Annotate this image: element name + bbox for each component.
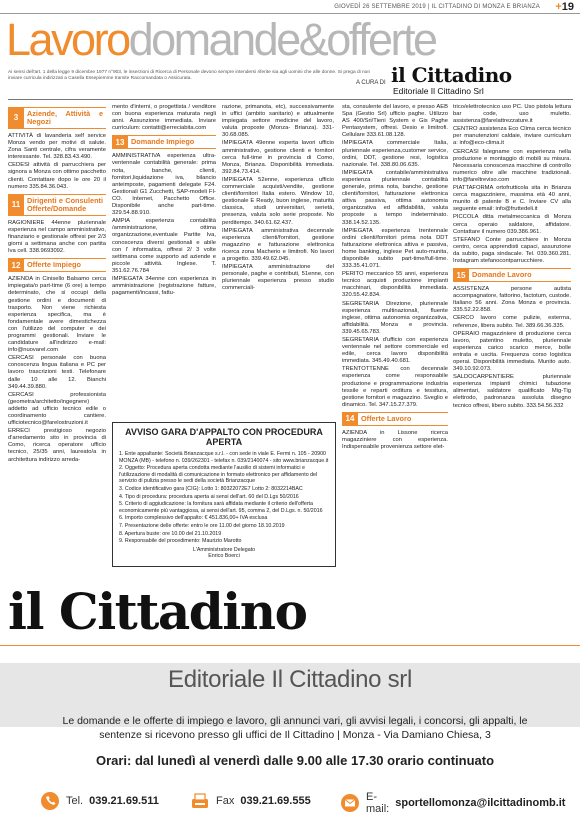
classified-ad: AZIENDA in Cinisello Balsamo cerca impiegata/o part-time (6 ore) a tempo determinato, che si occupi della gestione ordini e documenti di trasporto. Non viene richiesta esperienza specifica, ma è fondamentale avere dimestichezza con l'utilizzo del computer e dei programmi gestionali. Inviare le candidature all'indirizzo e-mail: info@nuovarel.com bbox=[8, 276, 106, 354]
tender-line: 7. Presentazione delle offerte: entro le ore 11.00 del giorno 18.10.2019 bbox=[119, 522, 285, 529]
fax-number[interactable]: 039.21.69.555 bbox=[240, 795, 311, 807]
category-number: 15 bbox=[453, 269, 469, 281]
section-masthead bbox=[6, 16, 436, 64]
classified-ad: IMPIEGATA 34enne con esperienza in amministrazione (registrazione fatture, pagamenti/incassi, fattu- bbox=[112, 275, 216, 297]
email-label: E-mail: bbox=[366, 791, 390, 815]
fax-contact bbox=[190, 791, 311, 811]
classified-ad: AMPIA esperienza contabilità /amministrazione, ottima organizzazione,eventuale Partite Iva, conoscenza diversi gestionali e abile con l' informatica, offresi 2/ 3 volte settimana come supporto ad aziende e piccole attività. Inglese. T. 351.62.76.784 bbox=[112, 218, 216, 274]
category-header bbox=[8, 107, 106, 129]
classified-ad: CENTRO assistenza Eco Clima cerca tecnico per manutenzioni caldaie, inviare curriculum a: info@eco-clima.it bbox=[453, 126, 571, 147]
category-label: Offerte Lavoro bbox=[361, 413, 412, 423]
category-header bbox=[8, 258, 106, 272]
classified-ad: OPERAIO magazziniere di produzione cerca lavoro, patentino muletto, pluriennale esperienza carico scarico merce, bolle entrata e uscita. Frequenza corso logistica operai. Disponibilità immediata. Munito auto. 349.10.92.073. bbox=[453, 330, 571, 373]
page-number: +19 bbox=[555, 1, 574, 13]
promo-description: Le domande e le offerte di impiego e lavoro, gli annunci vari, gli avvisi legali, i concorsi, gli appalti, le sentenze si ricevono presso gli uffici de Il Cittadino | Monza - Via Damiano Chiesa, 3 bbox=[62, 715, 528, 741]
classified-ad: STEFANO Conte parrucchiere in Monza centro, cerca apprendisti capaci, assunzione da subito, paga sindacale. Tel. 039.360.281. Instagram stefanocontparrucchiere. bbox=[453, 236, 571, 264]
category-label: Domande Impiego bbox=[131, 137, 195, 147]
classified-ad: IMPIEGATA esperienza trentennale ordini clienti/fornitori prima nota DDT fatturazione elettronica attiva e passiva, home banking, inglese Pet auto-munita, disponibile subito part-time/full-time. 333.35.41.071. bbox=[342, 227, 448, 270]
classified-ad: CERCASI falegname con esperienza nella produzione e montaggio di mobili su misura. Necessaria conoscenza macchine di controllo numerico oltre alle macchine tradizionali. info@fareltreviso.com bbox=[453, 148, 571, 183]
classified-ad: CEDESI attività di parrucchiera per signora a Monza con ottimo pacchetto clienti. Contattare dopo le ore 20 il numero 335.84.36.043. bbox=[8, 162, 106, 190]
masthead-lavoro: Lavoro bbox=[6, 14, 129, 65]
tender-title: AVVISO GARA D'APPALTO CON PROCEDURA APERTA bbox=[125, 427, 323, 447]
classified-ad: trico/elettrotecnico uso PC. Uso pistola lettura bar code, uso muletto. assistenza@farelattrezzature.it bbox=[453, 104, 571, 125]
tender-line: 5. Criterio di aggiudicazione: la fornitura sarà affidata mediante il criterio dell'offerta economicamente più vantaggiosa, ai sensi dell'art. 95, comma 2, del D.Lgs. n. 50/2016 bbox=[119, 501, 323, 514]
tender-notice bbox=[112, 422, 336, 567]
classified-ad: SEGRETARIA d'ufficio con esperienza ventennale nel settore commerciale ed edile, cerca lavoro disponibilità immediata. 345.49.40.681. bbox=[342, 337, 448, 365]
category-label: Domande Lavoro bbox=[472, 270, 532, 280]
signer-role: L'Amministratore Delegato bbox=[192, 546, 256, 553]
masthead-domande-offerte: domande&offerte bbox=[128, 14, 436, 65]
category-header bbox=[112, 135, 216, 149]
tender-line: 2. Oggetto: Procedura aperta condotta mediante l'ausilio di sistemi informatici e l'utilizzazione di modalità di comunicazione in formato elettronico per affidamento del servizio di pulizia presso le sedi della società Brianzacque bbox=[119, 465, 318, 485]
phone-contact bbox=[40, 791, 159, 811]
category-number: 11 bbox=[8, 195, 24, 215]
classified-ad: ATTIVITÀ di lavanderia self service Monza vendo per motivi di salute. Zona Santi centrale, cifra veramente interessante. Tel. 328.83.43.490. bbox=[8, 133, 106, 161]
tender-line: 3. Codice identificativo gara (CIG): Lotto 1: 80322072E7 Lotto 2: 8032214BAC bbox=[119, 485, 303, 492]
tender-line: 4. Tipo di procedura: procedura aperta ai sensi dell'art. 60 del D.Lgs 50/2016 bbox=[119, 493, 299, 500]
promo-logo: il Cittadino bbox=[8, 582, 307, 641]
brand-logo: il Cittadino bbox=[391, 63, 512, 87]
classified-ad: razione, primanota, etc), successivamente in uffici (ambito sanitario) e attualmente impiegata settore medicine del lavoro, valuta proposte (Monza- Brianza). 331-30.68.085. bbox=[222, 104, 334, 139]
classified-ad: IMPIEGATA 49enne esperta lavori ufficio amministrativo, gestione clienti e fornitori cerca full-time in provincia di Como, Monza, Brianza. Disponibilità immediata. 392.84.73.414. bbox=[222, 140, 334, 175]
divider bbox=[8, 99, 573, 100]
fax-label: Fax bbox=[216, 795, 235, 807]
classified-ad: TRENTOTTENNE con decennale esperienza come responsabile produzione e programmazione industria tessile e reparti orditura e tessitura, gestione fornitori e magazzino. Sveglio e dinamico. Tel. 347.15.27.379. bbox=[342, 366, 448, 408]
page-meta: GIOVEDÌ 26 SETTEMBRE 2019 | IL CITTADINO DI MONZA E BRIANZA bbox=[334, 4, 540, 10]
tender-line: 1. Ente appaltante: Società Brianzacque s.r.l. - con sede in viale E. Fermi n. 105 - 20900 MONZA (MB) - telefono n. 039/262301 - telefax n. 039/2140074 - sito www.brianzacque.it bbox=[119, 451, 329, 464]
category-header bbox=[453, 268, 571, 282]
column-2 bbox=[112, 104, 216, 419]
classified-ad: CERCO lavoro come pulizie, esterrna, referenze, libera subito. Tel. 389.66.36.335. bbox=[453, 315, 571, 329]
category-number: 14 bbox=[342, 413, 358, 425]
category-header bbox=[342, 412, 448, 426]
column-4 bbox=[342, 104, 448, 569]
top-bar bbox=[0, 0, 580, 14]
classified-ad: AZIENDA in Lissone ricerca magazziniere con esperienza. Indispensabile provenienza settore elet- bbox=[342, 429, 448, 451]
category-header bbox=[8, 194, 106, 216]
tender-line: 9. Responsabile del procedimento: Maurizio Marotto bbox=[119, 538, 242, 545]
classified-ad: CERCASI professionista (geometra/architetto/ingegnere) addetto ad ufficio tecnico edile o coordinamento cantiere. ufficiotecnico@farelostruzioni.it bbox=[8, 391, 106, 427]
promo-hours: Orari: dal lunedì al venerdì dalle 9.00 alle 17.30 orario continuato bbox=[95, 753, 495, 768]
category-label: Offerte Impiego bbox=[27, 260, 81, 270]
classified-ad: sta, consulente del lavoro, e presso AEB Spa (Gestio Srl) ufficio paghe. Utilizzo AS 400/Sri/Tieni System e Gis Paghe Pentasystem, offresi. Desio e limitrofi. Cellulare 333.61.08.128. bbox=[342, 104, 448, 139]
column-5 bbox=[453, 104, 571, 569]
classified-ad: ASSISTENZA persone autista accompagnatore, fattorino, factotum, custode. Italiano 56 anni. Zona Monza e provincia. 335.52.22.858. bbox=[453, 286, 571, 314]
classified-ad: ERRECI prestigioso negozio d'arredamento sito in provincia di Como, ricerca operatore ufficio tecnico, 25/35 anni, laureato/a in architettura indirizzo arreda- bbox=[8, 428, 106, 463]
classified-ad: IMPIEGATA commerciale Italia, pluriennale esperienza,customer service, ordini, DDT, gestione resi, logistica nazionale. Tel. 338.80.06.635. bbox=[342, 140, 448, 168]
classified-ad: PERITO meccanico 55 anni, esperienza tecnico acquisti produzione impianti macchinari, disponibilità immediata. 320.55.42.834. bbox=[342, 271, 448, 299]
classified-ad: AMMINISTRATIVA esperienza ultra-ventennale contabilità generale: prima nota, banche, clienti, fornitori,liquidazione iva, bilancio anteimposte, pagamenti delegate F24. Gestionali G1 Zucchetti, SAP-modeli FI-CO. Internet, Pacchetto Office. Disponibile anche part-time. 329.54.88.910. bbox=[112, 153, 216, 217]
column-1 bbox=[8, 104, 106, 569]
classified-ad: IMPIEGATA contabile/amministrativa esperienza pluriennale contabilità generale, prima nota, banche, gestione clienti/fornitori, fatturazione elettronica attiva passiva, ottima autonomia organizzativa ed affidabilità, valuta proposte a tempo indeterminato. 338.14.52.135. bbox=[342, 169, 448, 226]
email-icon bbox=[340, 793, 360, 813]
category-label: Dirigenti e Consulenti Offerte/Domande bbox=[27, 195, 103, 213]
email-contact bbox=[340, 791, 565, 815]
classified-ad: IMPIEGATA amministrativa decennale esperienza clienti/fornitori, gestione magazzino e fatturazione elettronica ricerca zona Macherio e limitrofi. No lavori a progetto. 339.49.62.045. bbox=[222, 227, 334, 262]
category-number: 12 bbox=[8, 259, 24, 271]
classified-ad: SEGRETARIA Direzione, pluriennale esperienza multinazionali, fluente inglese, ottima autonomia organizzativa, affidabilità. Monza e provincia. 339.45.65.783. bbox=[342, 300, 448, 335]
classified-ad: IMPIEGATA 52enne, esperienza ufficio commerciale acquisti/vendite, gestione clienti/fornitori Italia estero. Window 10, gestionale E Ready, buon inglese, maturità classica, studi universitari, serietà, presenza, valuta solo serie proposte. No perditempo. 340.61.62.437. bbox=[222, 176, 334, 226]
brand-subtitle: Editoriale Il Cittadino Srl bbox=[393, 86, 484, 96]
a-cura-di: A CURA DI bbox=[356, 80, 386, 86]
email-address[interactable]: sportellomonza@ilcittadinomb.it bbox=[395, 797, 566, 809]
phone-number[interactable]: 039.21.69.511 bbox=[89, 795, 159, 807]
promo-editoriale: Editoriale Il Cittadino srl bbox=[167, 666, 412, 693]
category-number: 3 bbox=[8, 108, 24, 128]
classified-ad: RAGIONIERE 44enne pluriennale esperienza nel campo amministrativo, finanziario e gestionale offresi per 2/3 giorni a settimana anche con partita Iva cell. 338.9693092. bbox=[8, 219, 106, 255]
category-number: 13 bbox=[112, 136, 128, 148]
fax-icon bbox=[190, 791, 210, 811]
phone-icon bbox=[40, 791, 60, 811]
classified-ad: CERCASI personale con buona conoscenza lingua italiana e PC per lavoro trascrizioni testi. Telefonare dalle 10 alle 12. Bianchi 349.44.39.880. bbox=[8, 355, 106, 390]
column-3 bbox=[222, 104, 334, 419]
promo-contacts bbox=[40, 791, 566, 815]
tender-line: 8. Apertura buste: ore 10.00 del 21.10.2019 bbox=[119, 530, 222, 537]
tender-line: 6. Importo complessivo dell'appalto: € 451.836,00+ IVA esclusa bbox=[119, 515, 268, 522]
classified-ad: PIATTAFORMA ortofrutticola sita in Brianza cerca magazziniere, massima età 40 anni, munito di patente B e C. Inviare CV alla seguente email: info@fruttedeli.it bbox=[453, 185, 571, 213]
classified-ad: SALDOCARPENTIERE pluriennale esperienza impianti chimici tubazione alimentari, saldatore qualificato Mig-Tig elettrodo, padronanza assoluta disegno tecnico offresi, libero subito. 333.54.56.332 bbox=[453, 374, 571, 409]
classified-ad: PICCOLA ditta metalmeccanica di Monza cerca operaio saldatore, affidatore. Contattare il numero 039.386.961. bbox=[453, 214, 571, 235]
signer-name: Enrico Boerci bbox=[208, 553, 240, 560]
category-label: Aziende, Attività e Negozi bbox=[27, 109, 103, 126]
classified-ad: mento d'interni, o progettista / venditore con buona esperienza maturata negli anni. Assunzione immediata. Inviare curriculum: contatti@erreciabita.com bbox=[112, 104, 216, 132]
promo-accent-line bbox=[0, 645, 580, 646]
legal-note: Ai sensi dell'art. 1 della legge 9 dicembre 1977 n°903, le inserzioni di Ricerca di Personale devono sempre intendersi riferite sia agli uomini che alle donne. Si prega di non inviare curricula indirizzati a Casella Essepiemme tramite Raccomandata o Assicurata. bbox=[8, 70, 371, 81]
phone-label: Tel. bbox=[66, 795, 84, 807]
classified-ad: IMPIEGATA amministrazione del personale, paghe e contributi, 51enne, con pluriennale esperienza presso studio commerciali- bbox=[222, 264, 334, 292]
